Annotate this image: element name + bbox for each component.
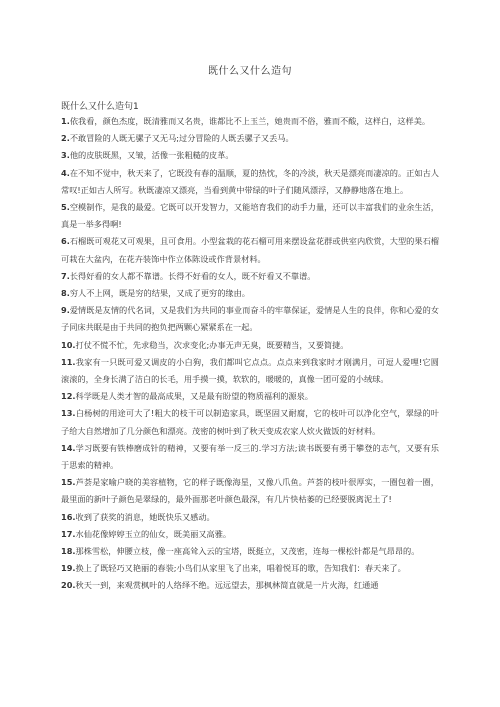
list-item [61, 130, 439, 147]
item-number: 12. [61, 391, 76, 402]
item-text: 穷人不上网，既是穷的结果，又成了更穷的缘由。 [69, 288, 250, 299]
item-text: 秋天一到，来观赏枫叶的人络绎不绝。远远望去，那枫林简直就是一片火海，红通通 [75, 580, 379, 591]
list-item [61, 388, 439, 405]
list-item [61, 405, 439, 439]
list-item [61, 509, 439, 526]
item-text: 石榴既可观花又可观果，且可食用。小型盆栽的花石榴可用来摆设盆花群或供室内欣赏，大型的果石榴可栽在大盆内，在花卉装饰中作立体陈设或作背景材料。 [61, 236, 439, 264]
item-text: 学习既要有铁棒磨成针的精神，又要有举一反三的.学习方法;读书既要有勇于攀登的志气，又要有乐于思索的精神。 [61, 442, 439, 471]
item-number: 15. [61, 477, 76, 488]
item-number: 7. [61, 270, 70, 281]
item-number: 4. [61, 167, 70, 178]
item-text: 水仙花像婷婷玉立的仙女，既美丽又高雅。 [75, 528, 232, 539]
item-number: 9. [61, 305, 70, 316]
item-number: 1. [61, 116, 70, 126]
list-item [61, 302, 439, 336]
list-item [61, 577, 439, 594]
list-item [61, 199, 439, 233]
item-number: 6. [61, 236, 70, 247]
list-item [61, 560, 439, 577]
item-text: 那株雪松，伸腰立枝，像一座高耸入云的宝塔，既挺立，又茂密，连每一棵松针都是气昂昂的。 [75, 546, 420, 557]
item-number: 14. [61, 442, 76, 453]
item-number: 2. [61, 133, 70, 144]
item-number: 8. [61, 288, 70, 299]
document-title: 既什么又什么造句 [208, 66, 292, 77]
item-text: 我家有一只既可爱又调皮的小白狗，我们都叫它点点。点点来到我家时才刚满月，可逗人爱哩!它圆滚滚的，全身长满了洁白的长毛，用手摸一摸，软软的，暖暖的，真像一团可爱的小绒球。 [61, 356, 439, 385]
item-text: 科学既是人类才智的最高成果，又是最有盼望的物质福利的源泉。 [75, 391, 313, 402]
list-item [61, 113, 439, 130]
item-number: 18. [61, 546, 76, 557]
item-text: 在不知不觉中，秋天来了，它既没有春的温顺，夏的热忱，冬的冷淡，秋天是漂亮而凄凉的。正如古人常叹!正如古人所写。秋既凄凉又漂亮，当看到黄中带绿的叶子们随风漂浮，又静静地落在地上。 [61, 167, 439, 195]
list-item [61, 147, 439, 164]
item-number: 19. [61, 563, 76, 574]
list-item [61, 233, 439, 267]
list-item [61, 474, 439, 508]
item-text: 他的皮肤既黑，又皱，活像一张粗糙的皮革。 [69, 150, 234, 161]
list-item [61, 354, 439, 388]
list-item [61, 526, 439, 543]
item-text: 收到了获奖的消息，她既快乐又感动。 [75, 511, 215, 522]
item-text: 不敢冒险的人既无骡子又无马;过分冒险的人既丢骡子又丢马。 [69, 133, 294, 144]
list-item [61, 285, 439, 302]
item-number: 20. [61, 580, 76, 591]
item-text: 白杨树的用途可大了!粗大的枝干可以制造家具，既坚固又耐腐，它的枝叶可以净化空气，翠绿的叶子给大自然增加了几分颜色和漂亮。茂密的树叶到了秋天变成农家人炊火做饭的好材料。 [61, 408, 439, 436]
item-number: 16. [61, 511, 76, 522]
item-text: 爱情既是友情的代名词，又是我们为共同的事业而奋斗的牢靠保证，爱情是人生的良伴，你和心爱的女子同床共眠是由于共同的抱负把两颗心紧紧系在一起。 [61, 305, 439, 333]
item-text: 长得好看的女人都不靠谱。长得不好看的女人，既不好看又不靠谱。 [69, 270, 316, 281]
list-item [61, 440, 439, 474]
document-body [61, 113, 439, 595]
item-text: 换上了既轻巧又艳丽的春装;小鸟们从家里飞了出来，唱着悦耳的歌，告知我们：春天来了。 [75, 563, 406, 574]
item-number: 3. [61, 150, 70, 161]
item-text: 打仗不慌不忙，先求稳当，次求变化;办事无声无臭，既要精当，又要简捷。 [75, 339, 349, 350]
list-item [61, 165, 439, 199]
item-text: 依我看，颜色杰度，既清雅而又名贵，谁都比不上玉兰，她贵而不俗，雅而不酸，这样白，这样美。 [69, 116, 431, 126]
item-number: 17. [61, 528, 76, 539]
list-item [61, 543, 439, 560]
list-item [61, 337, 439, 354]
item-number: 11. [61, 356, 76, 367]
list-item [61, 268, 439, 285]
item-number: 13. [61, 408, 76, 419]
section-heading: 既什么又什么造句1 [61, 102, 139, 112]
item-text: 空模制作，是我的最爱。它既可以开发智力，又能培育我们的动手力量，还可以丰富我们的业余生活，真是一举多得啊! [61, 202, 439, 230]
item-number: 10. [61, 339, 76, 350]
item-text: 芦荟是家喻户晓的美容植物，它的样子既像海星，又像八爪鱼。芦荟的枝叶很厚实，一圈包着一圈，最里面的新叶子颜色是翠绿的，最外面那老叶颜色最深，有几片快枯萎的已经要脱离泥土了! [61, 477, 439, 505]
item-number: 5. [61, 202, 70, 213]
